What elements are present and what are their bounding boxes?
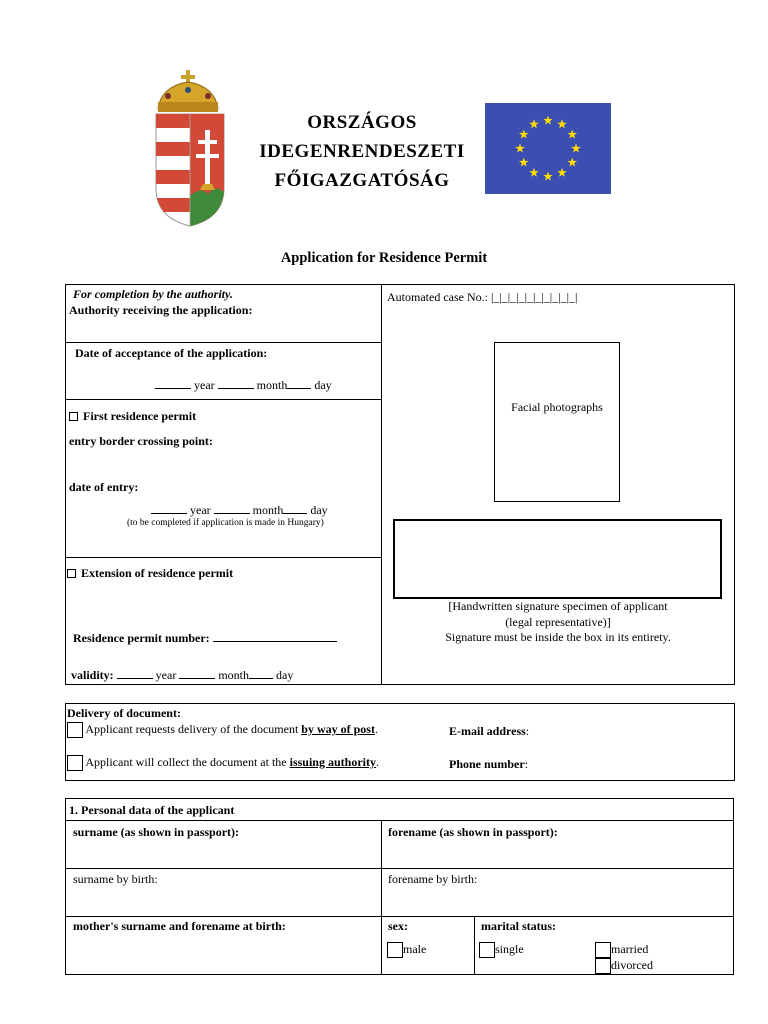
year-label: year bbox=[190, 503, 211, 517]
signature-line-2: (legal representative)] bbox=[505, 614, 611, 629]
day-label: day bbox=[310, 503, 328, 517]
signature-box[interactable] bbox=[393, 519, 722, 599]
eu-flag-icon bbox=[485, 103, 611, 194]
marital-status-label: marital status: bbox=[481, 919, 556, 933]
first-permit-option[interactable] bbox=[69, 409, 196, 424]
agency-line-2: IDEGENRENDESZETI bbox=[259, 141, 465, 162]
single-option[interactable] bbox=[479, 942, 524, 958]
year-label: year bbox=[155, 668, 177, 682]
married-option[interactable] bbox=[595, 942, 648, 958]
entry-note: (to be completed if application is made in Hungary) bbox=[127, 518, 324, 528]
agency-line-3: FŐIGAZGATÓSÁG bbox=[274, 170, 450, 191]
case-number-label: Automated case No.: bbox=[387, 290, 488, 304]
delivery-title: Delivery of document: bbox=[67, 706, 181, 720]
email-field[interactable] bbox=[449, 724, 529, 739]
agency-line-1: ORSZÁGOS bbox=[307, 112, 417, 133]
receiving-authority-label: Authority receiving the application: bbox=[69, 303, 253, 317]
month-label: month bbox=[218, 668, 249, 682]
photo-label: Facial photographs bbox=[511, 400, 603, 414]
signature-line-3: Signature must be inside the box in its entirety. bbox=[445, 630, 671, 644]
validity-label: validity: bbox=[71, 668, 114, 682]
day-label: day bbox=[276, 668, 294, 682]
extension-option[interactable] bbox=[67, 566, 233, 581]
section-title: 1. Personal data of the applicant bbox=[69, 803, 235, 817]
signature-instructions bbox=[382, 599, 734, 646]
month-label: month bbox=[252, 503, 284, 517]
male-checkbox[interactable] bbox=[387, 942, 403, 958]
signature-line-1: [Handwritten signature specimen of applicant bbox=[448, 599, 668, 613]
post-text: Applicant requests delivery of the document bbox=[85, 722, 299, 736]
year-label: year bbox=[194, 378, 215, 392]
divorced-checkbox[interactable] bbox=[595, 958, 611, 974]
first-permit-label: First residence permit bbox=[83, 409, 197, 423]
collect-method: issuing authority bbox=[289, 755, 376, 769]
acceptance-date-label: Date of acceptance of the application: bbox=[75, 346, 268, 360]
date-of-entry-field[interactable] bbox=[151, 502, 328, 518]
divorced-option[interactable] bbox=[595, 958, 653, 974]
form-title: Application for Residence Permit bbox=[280, 250, 488, 266]
case-number-blanks: |_|_|_|_|_|_|_|_|_|_| bbox=[490, 290, 578, 304]
mother-name-field[interactable]: mother's surname and forename at birth: bbox=[73, 919, 286, 933]
forename-by-birth-field[interactable]: forename by birth: bbox=[388, 872, 478, 886]
validity-field[interactable] bbox=[71, 667, 293, 683]
period: . bbox=[374, 722, 378, 736]
extension-checkbox[interactable] bbox=[67, 569, 76, 578]
male-label: male bbox=[403, 942, 427, 956]
photo-box[interactable] bbox=[494, 342, 620, 502]
male-option[interactable] bbox=[387, 942, 426, 958]
acceptance-date-field[interactable] bbox=[155, 377, 332, 393]
period: . bbox=[375, 755, 379, 769]
collect-text: Applicant will collect the document at the bbox=[85, 755, 287, 769]
case-number-field[interactable] bbox=[387, 290, 577, 305]
post-checkbox[interactable] bbox=[67, 722, 83, 738]
married-checkbox[interactable] bbox=[595, 942, 611, 958]
permit-number-label: Residence permit number: bbox=[73, 631, 210, 645]
authority-note: For completion by the authority. bbox=[73, 287, 233, 301]
colon: : bbox=[525, 724, 530, 738]
day-label: day bbox=[314, 378, 332, 392]
phone-field[interactable] bbox=[449, 757, 528, 772]
border-crossing-label: entry border crossing point: bbox=[69, 434, 213, 448]
month-label: month bbox=[256, 378, 288, 392]
extension-label: Extension of residence permit bbox=[81, 566, 234, 580]
forename-field[interactable]: forename (as shown in passport): bbox=[388, 825, 558, 839]
coat-of-arms-icon bbox=[148, 68, 232, 230]
divorced-label: divorced bbox=[611, 958, 653, 972]
married-label: married bbox=[611, 942, 649, 956]
sex-label: sex: bbox=[388, 919, 408, 933]
collect-option[interactable] bbox=[67, 755, 379, 771]
surname-field[interactable]: surname (as shown in passport): bbox=[73, 825, 240, 839]
single-checkbox[interactable] bbox=[479, 942, 495, 958]
agency-name bbox=[252, 108, 472, 195]
permit-number-field[interactable] bbox=[73, 630, 337, 646]
colon: : bbox=[524, 757, 529, 771]
single-label: single bbox=[495, 942, 524, 956]
collect-checkbox[interactable] bbox=[67, 755, 83, 771]
surname-by-birth-field[interactable]: surname by birth: bbox=[73, 872, 158, 886]
email-label: E-mail address bbox=[449, 724, 526, 738]
delivery-by-post-option[interactable] bbox=[67, 722, 378, 738]
phone-label: Phone number bbox=[449, 757, 525, 771]
post-method: by way of post bbox=[301, 722, 375, 736]
first-permit-checkbox[interactable] bbox=[69, 412, 78, 421]
date-of-entry-label: date of entry: bbox=[69, 480, 139, 494]
